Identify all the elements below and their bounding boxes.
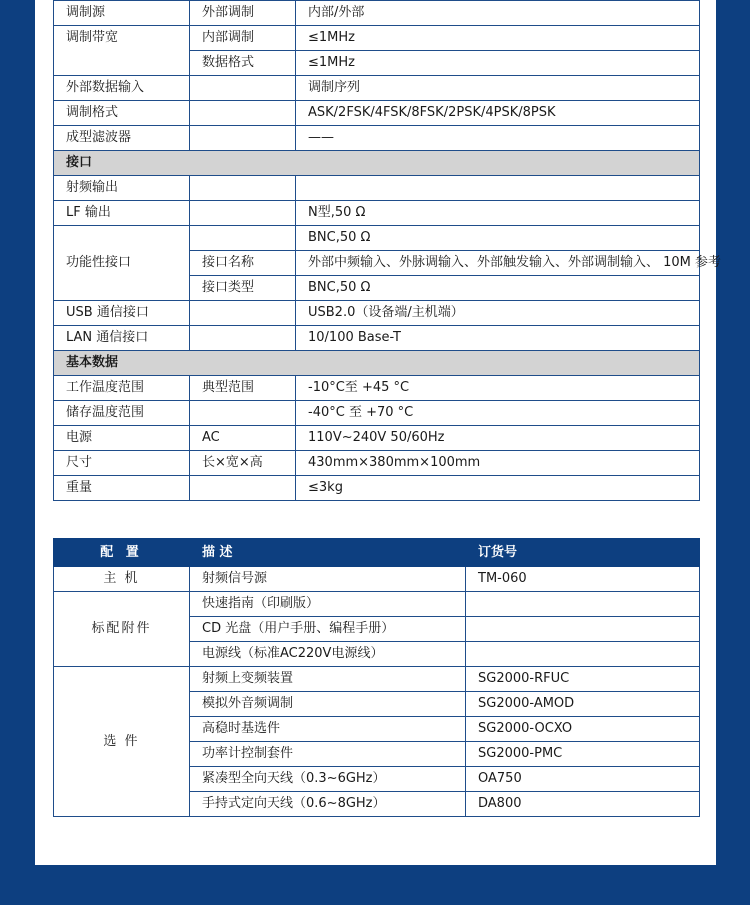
table-row [54, 567, 700, 592]
spec-label: LAN 通信接口 [54, 326, 190, 351]
spec-value [296, 176, 700, 201]
spec-sublabel: 接口类型 [190, 276, 296, 301]
desc-cell: 手持式定向天线（0.6~8GHz） [190, 792, 466, 817]
spec-sublabel [190, 226, 296, 251]
table-row [54, 176, 700, 201]
code-cell: SG2000-PMC [466, 742, 700, 767]
table-row [54, 592, 700, 617]
spec-table [53, 0, 722, 501]
code-cell [466, 592, 700, 617]
config-standard: 标配附件 [54, 592, 190, 667]
spec-value: ≤1MHz [296, 51, 700, 76]
spec-sublabel: 接口名称 [190, 251, 296, 276]
table-row [54, 301, 700, 326]
spec-label: 调制格式 [54, 101, 190, 126]
code-cell: SG2000-RFUC [466, 667, 700, 692]
spec-sublabel [190, 326, 296, 351]
spec-value: -10°C至 +45 °C [296, 376, 700, 401]
table-row [54, 326, 700, 351]
config-options: 选 件 [54, 667, 190, 817]
spec-label: LF 输出 [54, 201, 190, 226]
section-row [54, 151, 700, 176]
spec-sublabel: 外部调制 [190, 1, 296, 26]
table-row [54, 476, 700, 501]
table-row [54, 401, 700, 426]
spec-value: 110V~240V 50/60Hz [296, 426, 700, 451]
spec-label: 成型滤波器 [54, 126, 190, 151]
desc-cell: 射频上变频装置 [190, 667, 466, 692]
spec-label: USB 通信接口 [54, 301, 190, 326]
table-row [54, 451, 700, 476]
spec-label: 射频输出 [54, 176, 190, 201]
order-table [53, 538, 700, 817]
spec-label: 尺寸 [54, 451, 190, 476]
code-cell [466, 642, 700, 667]
spec-label: 工作温度范围 [54, 376, 190, 401]
spec-value: N型,50 Ω [296, 201, 700, 226]
table-row [54, 667, 700, 692]
table-header-row [54, 539, 700, 567]
spec-value: BNC,50 Ω [296, 226, 700, 251]
table-row [54, 26, 700, 51]
table-row [54, 101, 700, 126]
table-row [54, 226, 700, 251]
spec-value: 10/100 Base-T [296, 326, 700, 351]
spec-value: 外部中频输入、外脉调输入、外部触发输入、外部调制输入、 10M 参考 [296, 251, 700, 276]
spec-sublabel [190, 176, 296, 201]
spec-sublabel: AC [190, 426, 296, 451]
code-cell: OA750 [466, 767, 700, 792]
spec-value: BNC,50 Ω [296, 276, 700, 301]
spec-sublabel [190, 101, 296, 126]
spec-value: ASK/2FSK/4FSK/8FSK/2PSK/4PSK/8PSK [296, 101, 700, 126]
section-header-interface: 接口 [54, 151, 700, 176]
table-row [54, 126, 700, 151]
spec-label: 重量 [54, 476, 190, 501]
spec-value: 调制序列 [296, 76, 700, 101]
header-desc: 描 述 [190, 539, 466, 567]
desc-cell: 射频信号源 [190, 567, 466, 592]
desc-cell: 高稳时基选件 [190, 717, 466, 742]
spec-label: 外部数据输入 [54, 76, 190, 101]
code-cell [466, 617, 700, 642]
code-cell: TM-060 [466, 567, 700, 592]
table-row [54, 201, 700, 226]
code-cell: SG2000-OCXO [466, 717, 700, 742]
table-row [54, 1, 700, 26]
desc-cell: 紧凑型全向天线（0.3~6GHz） [190, 767, 466, 792]
spec-sublabel: 数据格式 [190, 51, 296, 76]
header-config: 配 置 [54, 539, 190, 567]
desc-cell: 快速指南（印刷版） [190, 592, 466, 617]
desc-cell: 模拟外音频调制 [190, 692, 466, 717]
spec-label: 电源 [54, 426, 190, 451]
spec-sublabel: 典型范围 [190, 376, 296, 401]
spec-value: ≤1MHz [296, 26, 700, 51]
spec-label: 调制带宽 [54, 26, 190, 76]
spec-value: 430mm×380mm×100mm [296, 451, 700, 476]
spec-label: 储存温度范围 [54, 401, 190, 426]
config-host: 主 机 [54, 567, 190, 592]
spec-sublabel [190, 301, 296, 326]
spec-sublabel [190, 126, 296, 151]
spec-value: USB2.0（设备端/主机端） [296, 301, 700, 326]
table-row [54, 426, 700, 451]
spec-label: 功能性接口 [54, 226, 190, 301]
header-code: 订货号 [466, 539, 700, 567]
code-cell: DA800 [466, 792, 700, 817]
section-row [54, 351, 700, 376]
section-header-basic: 基本数据 [54, 351, 700, 376]
spec-value: —— [296, 126, 700, 151]
spec-value: 内部/外部 [296, 1, 700, 26]
table-row [54, 376, 700, 401]
spec-sublabel [190, 476, 296, 501]
spec-label: 调制源 [54, 1, 190, 26]
spec-sublabel: 长×宽×高 [190, 451, 296, 476]
spec-value: ≤3kg [296, 476, 700, 501]
spec-sublabel [190, 201, 296, 226]
code-cell: SG2000-AMOD [466, 692, 700, 717]
spec-value: -40°C 至 +70 °C [296, 401, 700, 426]
desc-cell: 功率计控制套件 [190, 742, 466, 767]
spec-sublabel [190, 401, 296, 426]
desc-cell: 电源线（标准AC220V电源线） [190, 642, 466, 667]
spec-sublabel: 内部调制 [190, 26, 296, 51]
spec-sublabel [190, 76, 296, 101]
table-row [54, 76, 700, 101]
desc-cell: CD 光盘（用户手册、编程手册） [190, 617, 466, 642]
